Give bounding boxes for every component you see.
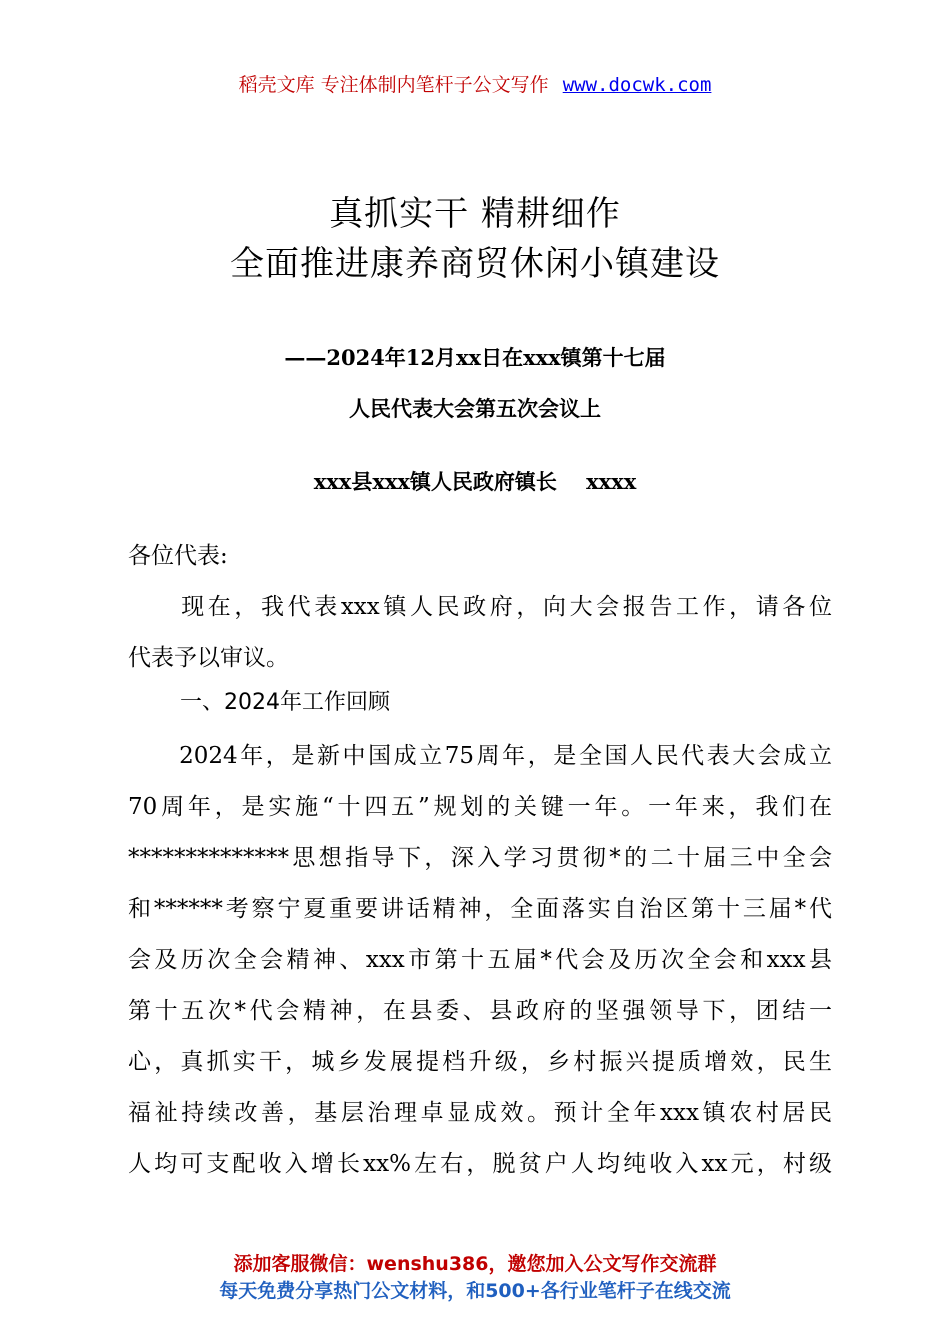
intro-paragraph	[128, 582, 832, 684]
subtitle-line-1: ——2024年12月xx日在xxx镇第十七届	[284, 345, 666, 370]
footer-line-2: 每天免费分享热门公文材料，和500+各行业笔杆子在线交流	[219, 1280, 731, 1302]
salutation	[128, 531, 832, 582]
page-header	[0, 70, 950, 97]
header-text: 稻壳文库 专注体制内笔杆子公文写作	[238, 74, 549, 96]
header-link[interactable]: www.docwk.com	[562, 74, 712, 96]
paragraph-line: 福祉持续改善，基层治理卓显成效。预计全年xxx镇农村居民	[128, 1100, 832, 1126]
footer-line-1: 添加客服微信：wenshu386，邀您加入公文写作交流群	[233, 1253, 717, 1275]
paragraph-line: 人均可支配收入增长xx%左右，脱贫户人均纯收入xx元，村级	[128, 1151, 832, 1177]
paragraph-line: 会及历次全会精神、xxx市第十五届*代会及历次全会和xxx县	[128, 947, 832, 973]
section-heading: 一、2024年工作回顾	[180, 690, 390, 715]
subtitle-line-2: 人民代表大会第五次会议上	[349, 396, 601, 421]
salutation-text: 各位代表:	[128, 543, 228, 569]
title-line-1: 真抓实干 精耕细作	[329, 194, 621, 234]
paragraph-line: 70周年，是实施“十四五”规划的关键一年。一年来，我们在	[128, 794, 832, 820]
author-line: xxx县xxx镇人民政府镇长 xxxx	[313, 469, 637, 494]
paragraph-line: **************思想指导下，深入学习贯彻*的二十届三中全会	[128, 845, 832, 871]
intro-line: 代表予以审议。	[128, 645, 289, 671]
paragraph-line: 心，真抓实干，城乡发展提档升级，乡村振兴提质增效，民生	[128, 1049, 832, 1075]
section1-paragraph	[128, 731, 832, 1190]
paragraph-line: 和******考察宁夏重要讲话精神，全面落实自治区第十三届*代	[128, 896, 832, 922]
title-line-2: 全面推进康养商贸休闲小镇建设	[230, 244, 720, 284]
paragraph-line: 2024年，是新中国成立75周年，是全国人民代表大会成立	[128, 743, 832, 769]
intro-line: 现在，我代表xxx镇人民政府，向大会报告工作，请各位	[128, 594, 832, 620]
paragraph-line: 第十五次*代会精神，在县委、县政府的坚强领导下，团结一	[128, 998, 832, 1024]
